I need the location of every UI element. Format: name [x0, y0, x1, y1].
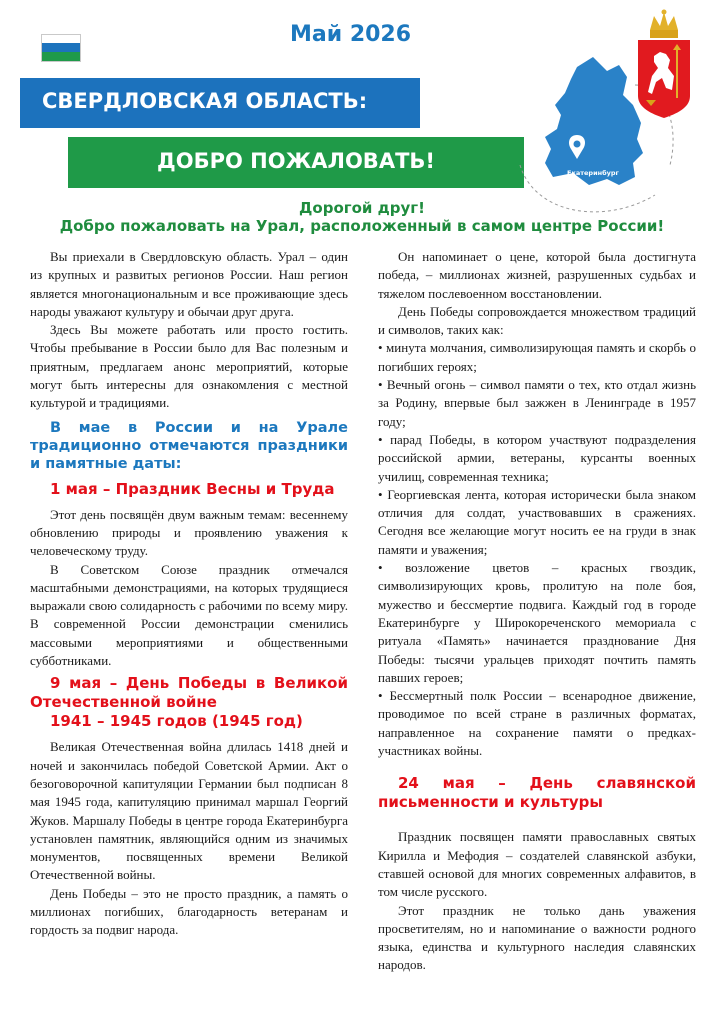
may9-title-years: 1941 – 1945 годов (1945 год) — [50, 712, 303, 731]
greeting-line-1: Дорогой друг! — [299, 199, 425, 217]
banner-title: СВЕРДЛОВСКАЯ ОБЛАСТЬ: — [42, 89, 368, 113]
greeting-line-2: Добро пожаловать на Урал, расположенный в самом центре России! — [59, 217, 665, 235]
may9-title: 9 мая – День Победы в Великой Отечественной войне — [30, 674, 348, 712]
tradition-list-item: • парад Победы, в котором участвуют подразделения российской армии, ветераны, курсанты военных училищ, современная техника; — [378, 431, 696, 484]
may24-paragraph-2: Этот праздник не только дань уважения просветителям, но и напоминание о важности родного языка, единства и культурного наследия славянских народов. — [378, 902, 696, 973]
left-column — [30, 248, 348, 940]
may9-paragraph-2: День Победы – это не просто праздник, а память о миллионах погибших, благодарность ветеранам и гордость за подвиг народа. — [30, 885, 348, 938]
holidays-heading: В мае в России и на Урале традиционно отмечаются праздники и памятные даты: — [30, 419, 348, 472]
tradition-list-item: • возложение цветов – красных гвоздик, символизирующих кровь, пролитую на поле боя, мужество и бессмертие подвига. Каждый год в городе Екатеринбурге у Широкореченского мемориала с ритуала «Память» начинается празднование Дня Победы: тысячи уральцев приходят почтить память павших героев; — [378, 560, 696, 685]
issue-month: Май 2026 — [290, 22, 412, 47]
coat-of-arms-icon — [636, 8, 692, 118]
right-column — [378, 248, 696, 975]
tradition-list-item: • Бессмертный полк России – всенародное движение, проводимое по всей стране в различных форматах, направленное на сохранение памяти о предках-участниках войны. — [378, 688, 696, 759]
title-banner — [20, 78, 420, 128]
map-city-label: Екатеринбург — [567, 169, 619, 177]
tradition-list-item: • Вечный огонь – символ памяти о тех, кто отдал жизнь за Родину, впервые был зажжен в Ленинграде в 1957 году; — [378, 377, 696, 429]
victory-paragraph-2: День Победы сопровождается множеством традиций и символов, таких как: — [378, 303, 696, 338]
flag-of-sverdlovsk-icon — [41, 34, 81, 62]
may9-paragraph-1: Великая Отечественная война длилась 1418 дней и ночей и закончилась победой Советской Армии. Акт о безоговорочной капитуляции Германии был подписан 8 мая 1945 года, капитуляцию принимал маршал Георгий Жуков. Маршалу Победы в центре города Екатеринбурга установлен памятник, являющийся одним из значимых монументов, посвященных времени Великой Отечественной войны. — [30, 739, 348, 883]
may1-title: 1 мая – Праздник Весны и Труда — [50, 479, 335, 498]
intro-paragraph-2: Здесь Вы можете работать или просто гостить. Чтобы пребывание в России было для Вас полезным и приятным, предлагаем анонс мероприятий, которые могут быть интересны для ознакомления с местной культурой и традициями. — [30, 322, 348, 411]
tradition-list-item: • минута молчания, символизирующая память и скорбь о погибших героях; — [378, 340, 696, 374]
tradition-list-item: • Георгиевская лента, которая исторически была знаком отличия для солдат, участвовавших в сражениях. Сегодня все желающие могут носить ее на груди в знак памяти и уважения; — [378, 486, 696, 557]
welcome-banner — [68, 137, 524, 188]
may1-paragraph-1: Этот день посвящён двум важным темам: весеннему обновлению природы и проявлению уважения к человеческому труду. — [30, 506, 348, 559]
intro-paragraph: Вы приехали в Свердловскую область. Урал – один из крупных и развитых регионов России. Наш регион является многонациональным и все проживающие здесь народы уважают культуру и обычаи друг друга. — [30, 249, 348, 319]
may24-title: 24 мая – День славянской письменности и культуры — [378, 774, 696, 812]
may24-paragraph-1: Праздник посвящен памяти православных святых Кирилла и Мефодия – создателей славянской азбуки, ставшей основой для многих современных алфавитов, в том числе русского. — [378, 829, 696, 900]
may1-paragraph-2: В Советском Союзе праздник отмечался масштабными демонстрациями, на которых трудящиеся выражали свою солидарность с рабочими по всему миру. В современной России демонстрации сменились массовыми мероприятиями и общественными субботниками. — [30, 561, 348, 669]
banner-subtitle: ДОБРО ПОЖАЛОВАТЬ! — [157, 149, 435, 173]
victory-paragraph-1: Он напоминает о цене, которой была достигнута победа, – миллионах жизней, разрушенных судьбах и тяжелом послевоенном восстановлении. — [378, 249, 696, 301]
